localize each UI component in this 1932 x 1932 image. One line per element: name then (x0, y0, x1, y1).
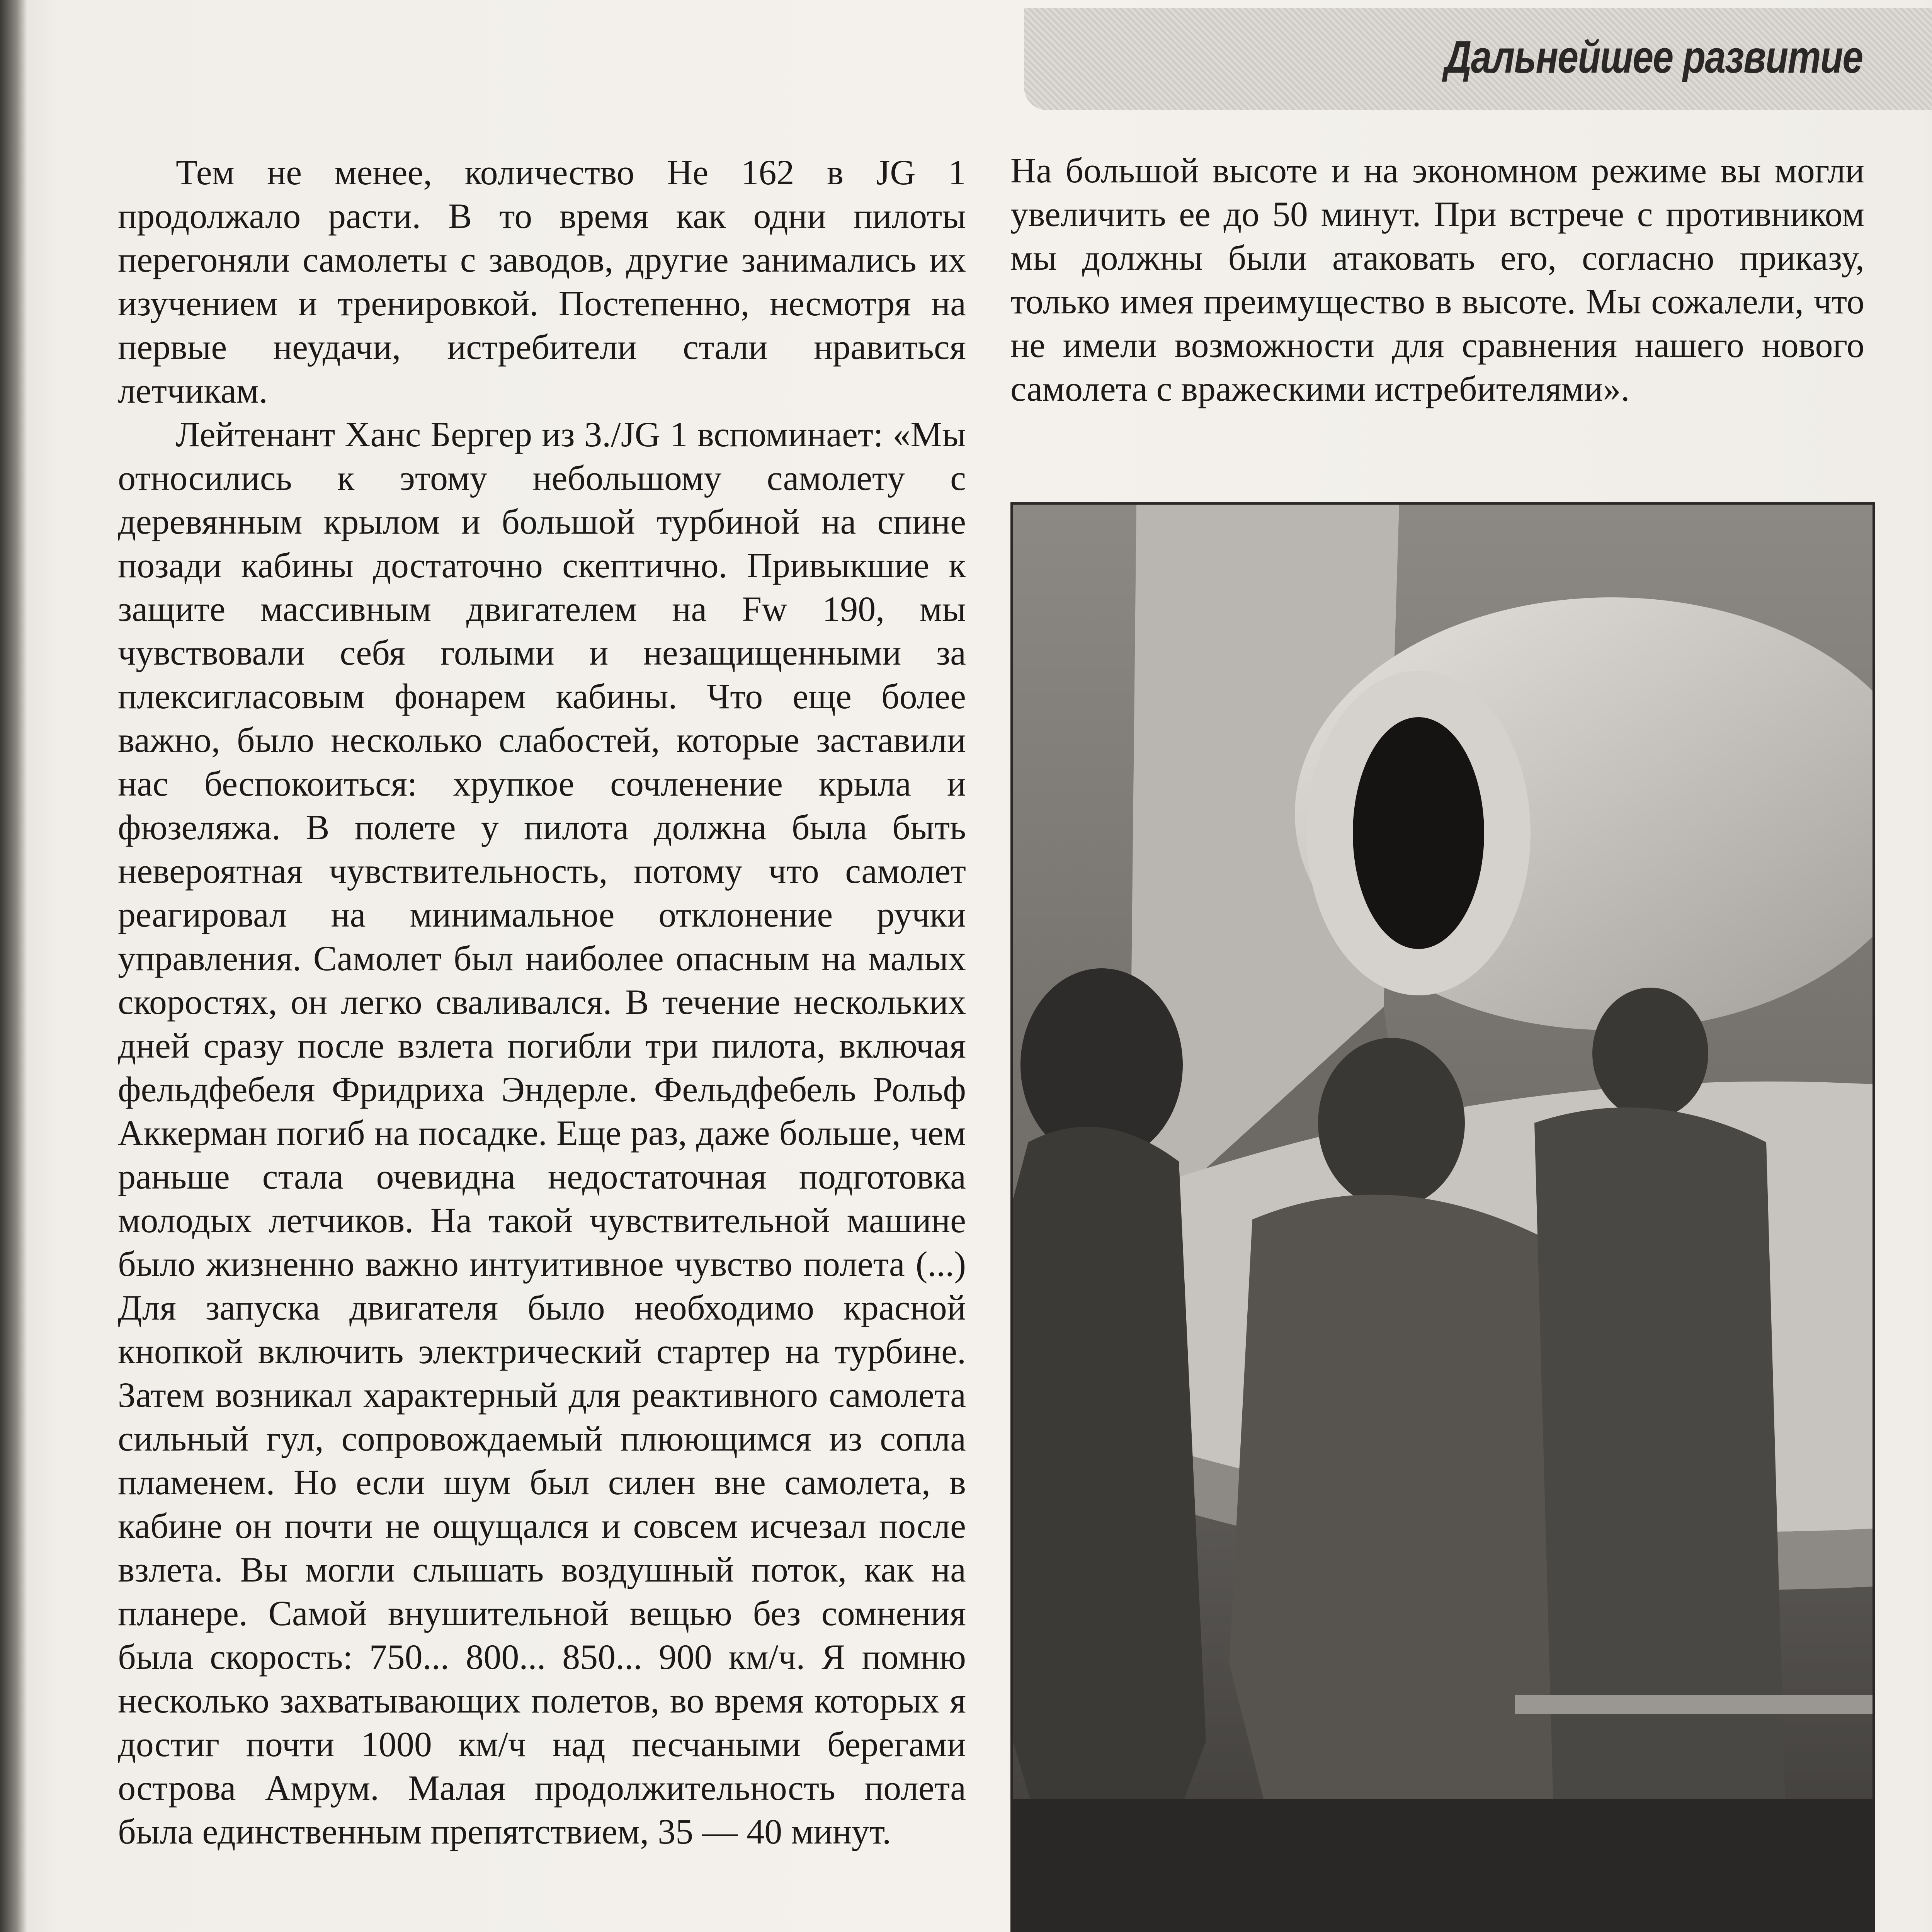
text-column-left (118, 151, 966, 1932)
paragraph-3: На большой высоте и на экономном режиме вы могли увеличить ее до 50 минут. При встрече с противником мы должны были атаковать его, согласно приказу, только имея преимущество в высоте. Мы сожалели, что не имели возможности для сравнения нашего нового самолета с вражескими истребителями». (1010, 151, 1864, 408)
paragraph-1: Тем не менее, количество He 162 в JG 1 продолжало расти. В то время как одни пилоты перегоняли самолеты с заводов, другие занимались их изучением и тренировкой. Постепенно, несмотря на первые неудачи, истребители стали нравиться летчикам. (118, 153, 966, 410)
paragraph-2: Лейтенант Ханс Бергер из 3./JG 1 вспоминает: «Мы относились к этому небольшому самолету с деревянным крылом и большой турбиной на спине позади кабины достаточно скептично. Привыкшие к защите массивным двигателем на Fw 190, мы чувствовали себя голыми и незащищенными за плексигласовым фонарем кабины. Что еще более важно, было несколько слабостей, которые заставили нас беспокоиться: хрупкое сочленение крыла и фюзеляжа. В полете у пилота должна была быть невероятная чувствительность, потому что самолет реагировал на минимальное отклонение ручки управления. Самолет был наиболее опасным на малых скоростях, он легко сваливался. В течение нескольких дней сразу после взлета погибли три пилота, включая фельдфебеля Фридриха Эндерле. Фельдфебель Рольф Аккерман погиб на посадке. Еще раз, даже больше, чем раньше стала очевидна недостаточная подготовка молодых летчиков. На такой чувствительной машине было жизненно важно интуитивное чувство полета (...) Для запуска двигателя было необходимо красной кнопкой включить электрический стартер на турбине. Затем возникал характерный для реактивного самолета сильный гул, сопровождаемый плюющимся из сопла пламенем. Но если шум был силен вне самолета, в кабине он почти не ощущался и совсем исчезал после взлета. Вы могли слышать воздушный поток, как на планере. Самой внушительной вещью без сомнения была скорость: 750... 800... 850... 900 км/ч. Я помню несколько захватывающих полетов, во время которых я достиг почти 1000 км/ч над песчаными берегами острова Амрум. Малая продолжительность полета была единственным препятствием, 35 — 40 минут. (118, 415, 966, 1851)
book-spine-shadow (0, 0, 27, 1932)
photo-ground-crew (1010, 502, 1875, 1932)
photo-ground-crew-image (1013, 505, 1872, 1932)
text-column-right (1010, 149, 1864, 466)
header-band (1024, 8, 1932, 110)
section-title: Дальнейшее развитие (1444, 32, 1863, 83)
